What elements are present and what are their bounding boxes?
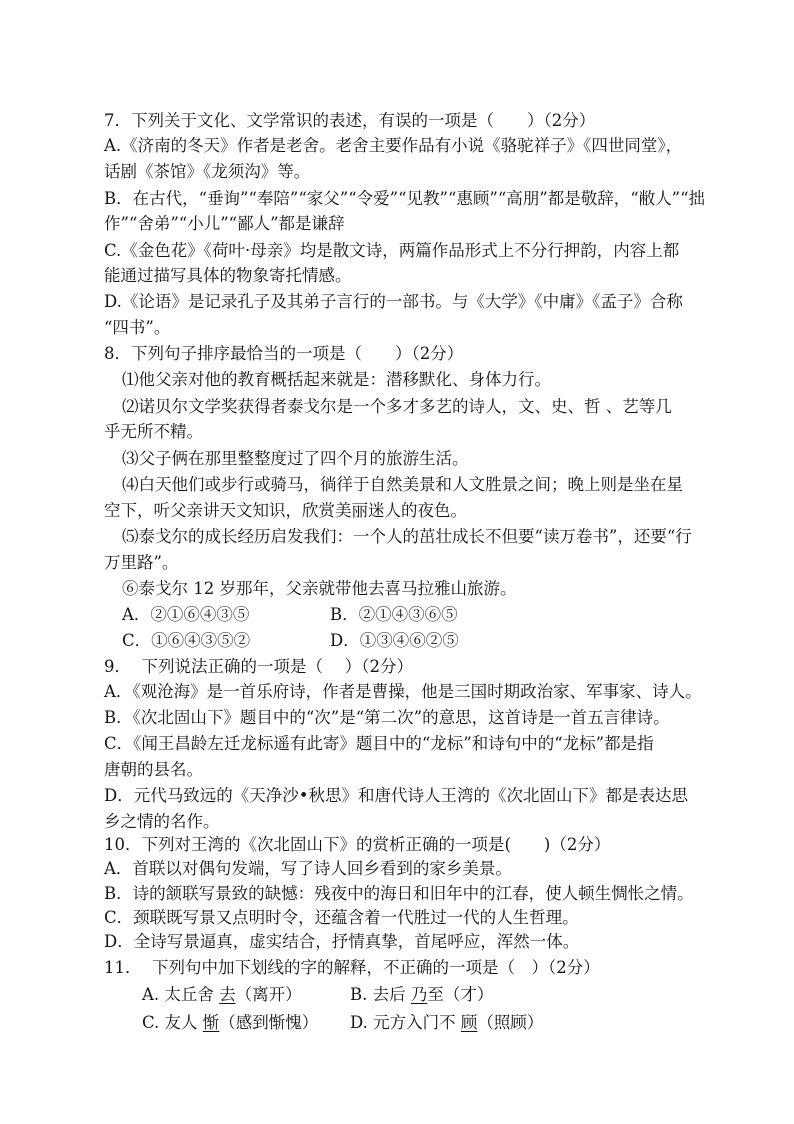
q10-option-a: A．首联以对偶句发端，写了诗人回乡看到的家乡美景。 [104, 859, 512, 878]
q7-option-d-line2: “四书”。 [104, 318, 171, 337]
q11-option-c-underlined: 惭 [202, 1013, 220, 1032]
q8-sentence-2-line1: ⑵诺贝尔文学奖获得者泰戈尔是一个多才多艺的诗人，文、史、哲 、艺等几 [122, 397, 672, 416]
q11-option-a-gloss: （离开） [235, 985, 302, 1004]
q11-option-d [350, 1012, 543, 1034]
q8-sentence-4-line2: 空下，听父亲讲天文知识，欣赏美丽迷人的夜色。 [104, 501, 467, 520]
q9-stem: 9． 下列说法正确的一项是（ ）（2分） [104, 657, 413, 676]
q9-option-d-line1: D．元代马致远的《天净沙•秋思》和唐代诗人王湾的《次北固山下》都是表达思 [104, 786, 688, 805]
q8-sentence-5-line1: ⑸泰戈尔的成长经历启发我们：一个人的茁壮成长不但要“读万卷书”，还要“行 [122, 527, 692, 546]
q8-option-d: D．①③④⑥②⑤ [330, 631, 459, 650]
q10-stem: 10．下列对王湾的《次北固山下》的赏析正确的一项是( )（2分） [104, 835, 611, 854]
q11-option-c-gloss: （感到惭愧） [219, 1013, 319, 1032]
q8-option-c: C．①⑥④③⑤② [122, 631, 251, 650]
q11-stem: 11． 下列句中加下划线的字的解释，不正确的一项是（ ）（2分） [104, 958, 600, 977]
q7-option-a-line2: 话剧《茶馆》《龙须沟》等。 [104, 162, 311, 181]
q10-option-d: D．全诗写景逼真，虚实结合，抒情真挚，首尾呼应，浑然一体。 [104, 932, 580, 951]
q8-sentence-4-line1: ⑷白天他们或步行或骑马，徜徉于自然美景和人文胜景之间；晚上则是坐在星 [122, 475, 683, 494]
q8-sentence-5-line2: 万里路”。 [104, 553, 179, 572]
q7-stem: 7．下列关于文化、文学常识的表述，有误的一项是（ ）（2分） [104, 111, 596, 130]
q9-option-b: B．《次北固山下》题目中的“次”是“第二次”的意思，这首诗是一首五言律诗。 [104, 708, 670, 727]
q8-sentence-3: ⑶父子俩在那里整整度过了四个月的旅游生活。 [122, 449, 469, 468]
q9-option-a: A．《观沧海》是一首乐府诗，作者是曹操，他是三国时期政治家、军事家、诗人。 [104, 682, 702, 701]
q9-option-c-line1: C．《闻王昌龄左迁龙标遥有此寄》题目中的“龙标”和诗句中的“龙标”都是指 [104, 734, 654, 753]
q11-option-a [142, 984, 302, 1006]
q11-option-b-text: B. 去后 [350, 985, 411, 1004]
q9-option-d-line2: 乡之情的名作。 [104, 812, 220, 831]
q11-option-d-underlined: 顾 [460, 1013, 478, 1032]
q11-option-a-text: A. 太丘舍 [142, 985, 220, 1004]
q11-option-b [350, 984, 493, 1006]
q8-option-b: B．②①④③⑥⑤ [330, 605, 458, 624]
q11-option-b-underlined: 乃 [410, 985, 428, 1004]
q11-option-c-text: C. 友人 [142, 1013, 203, 1032]
q7-option-c-line2: 能通过描写具体的物象寄托情感。 [104, 266, 352, 285]
q10-option-c: C．颈联既写景又点明时令，还蕴含着一代胜过一代的人生哲理。 [104, 908, 579, 927]
q7-option-b-line2: 作”“舍弟”“小儿”“鄙人”都是谦辞 [104, 214, 345, 233]
q8-sentence-2-line2: 乎无所不精。 [104, 422, 203, 441]
q7-option-b-line1: B．在古代，“垂询”“奉陪”“家父”“令爱”“见教”“惠顾”“高朋”都是敬辞，“敝人”“拙 [104, 189, 706, 208]
q7-option-a-line1: A.《济南的冬天》作者是老舍。老舍主要作品有小说《骆驼祥子》《四世同堂》， [104, 136, 683, 155]
q11-option-d-gloss: （照顾） [477, 1013, 544, 1032]
q8-sentence-6: ⑥泰戈尔 12 岁那年，父亲就带他去喜马拉雅山旅游。 [122, 579, 517, 598]
q7-option-c-line1: C.《金色花》《荷叶·母亲》均是散文诗，两篇作品形式上不分行押韵，内容上都 [104, 241, 680, 260]
q11-option-a-underlined: 去 [219, 985, 236, 1004]
q7-option-d-line1: D.《论语》是记录孔子及其弟子言行的一部书。与《大学》《中庸》《孟子》合称 [104, 292, 683, 311]
q8-stem: 8．下列句子排序最恰当的一项是（ ）（2分） [104, 344, 464, 363]
q10-option-b: B．诗的颔联写景致的缺憾：残夜中的海日和旧年中的江春，使人顿生惆怅之情。 [104, 884, 694, 903]
q11-option-b-gloss: 至（才） [427, 985, 494, 1004]
q8-sentence-1: ⑴他父亲对他的教育概括起来就是：潜移默化、身体力行。 [122, 370, 551, 389]
q11-option-c [142, 1012, 318, 1034]
q11-option-d-text: D. 元方入门不 [350, 1013, 461, 1032]
q8-option-a: A．②①⑥④③⑤ [122, 605, 250, 624]
q9-option-c-line2: 唐朝的县名。 [104, 760, 203, 779]
